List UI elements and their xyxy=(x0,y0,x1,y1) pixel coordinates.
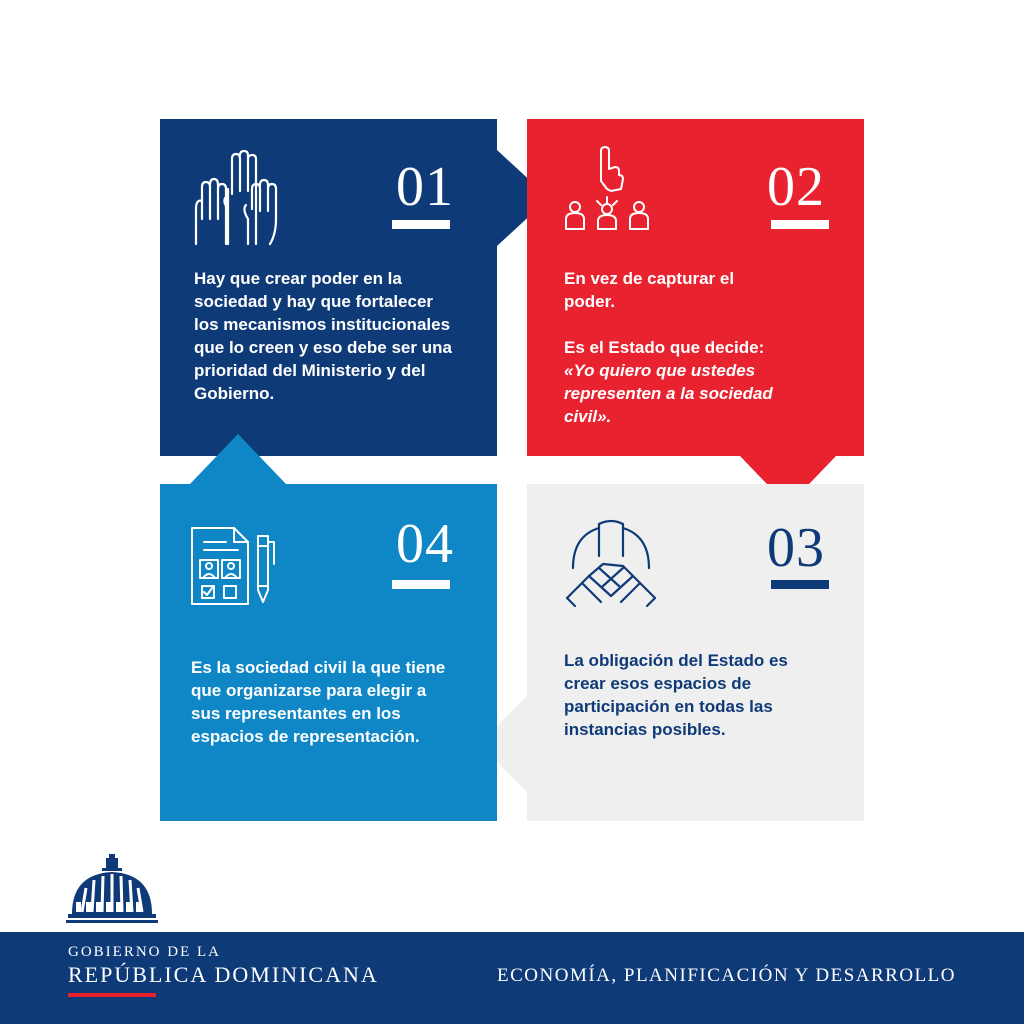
number-underline xyxy=(771,220,829,229)
footer-line1: GOBIERNO DE LA xyxy=(68,944,221,960)
panel-02 xyxy=(527,119,864,456)
step-number: 02 xyxy=(767,156,825,218)
panel-03 xyxy=(527,484,864,821)
footer-ministry: ECONOMÍA, PLANIFICACIÓN Y DESARROLLO xyxy=(497,965,956,986)
number-underline xyxy=(392,220,450,229)
number-underline xyxy=(771,580,829,589)
panel-text: Hay que crear poder en la sociedad y hay que fortalecer los mecanismos institucionales que lo creen y eso debe ser una prioridad del Ministerio y del Gobierno. xyxy=(194,269,452,403)
footer-line2: REPÚBLICA DOMINICANA xyxy=(68,962,379,987)
raised-hands-icon xyxy=(190,149,290,249)
number-underline xyxy=(392,580,450,589)
panel-text-2: Es el Estado que decide: xyxy=(564,338,765,357)
pointing-hand-people-icon xyxy=(563,145,663,233)
panel-text: La obligación del Estado es crear esos espacios de participación en todas las instancias posibles. xyxy=(564,651,788,739)
step-number: 01 xyxy=(396,156,454,218)
panel-04 xyxy=(160,484,497,821)
panel-text: En vez de capturar el poder. xyxy=(564,269,735,311)
step-number: 04 xyxy=(396,513,454,575)
arrow-up xyxy=(190,434,286,484)
step-number: 03 xyxy=(767,517,825,579)
footer-accent-line xyxy=(68,993,156,997)
panel-quote xyxy=(564,359,824,428)
panel-01 xyxy=(160,119,497,456)
capitol-dome-logo xyxy=(66,852,158,930)
ballot-pen-icon xyxy=(190,524,280,608)
quote-text: «Yo quiero que ustedes representen a la sociedad civil». xyxy=(564,361,773,426)
panel-text: Es la sociedad civil la que tiene que organizarse para elegir a sus representantes en los espacios de representación. xyxy=(191,658,446,746)
joined-hands-icon xyxy=(563,516,659,612)
